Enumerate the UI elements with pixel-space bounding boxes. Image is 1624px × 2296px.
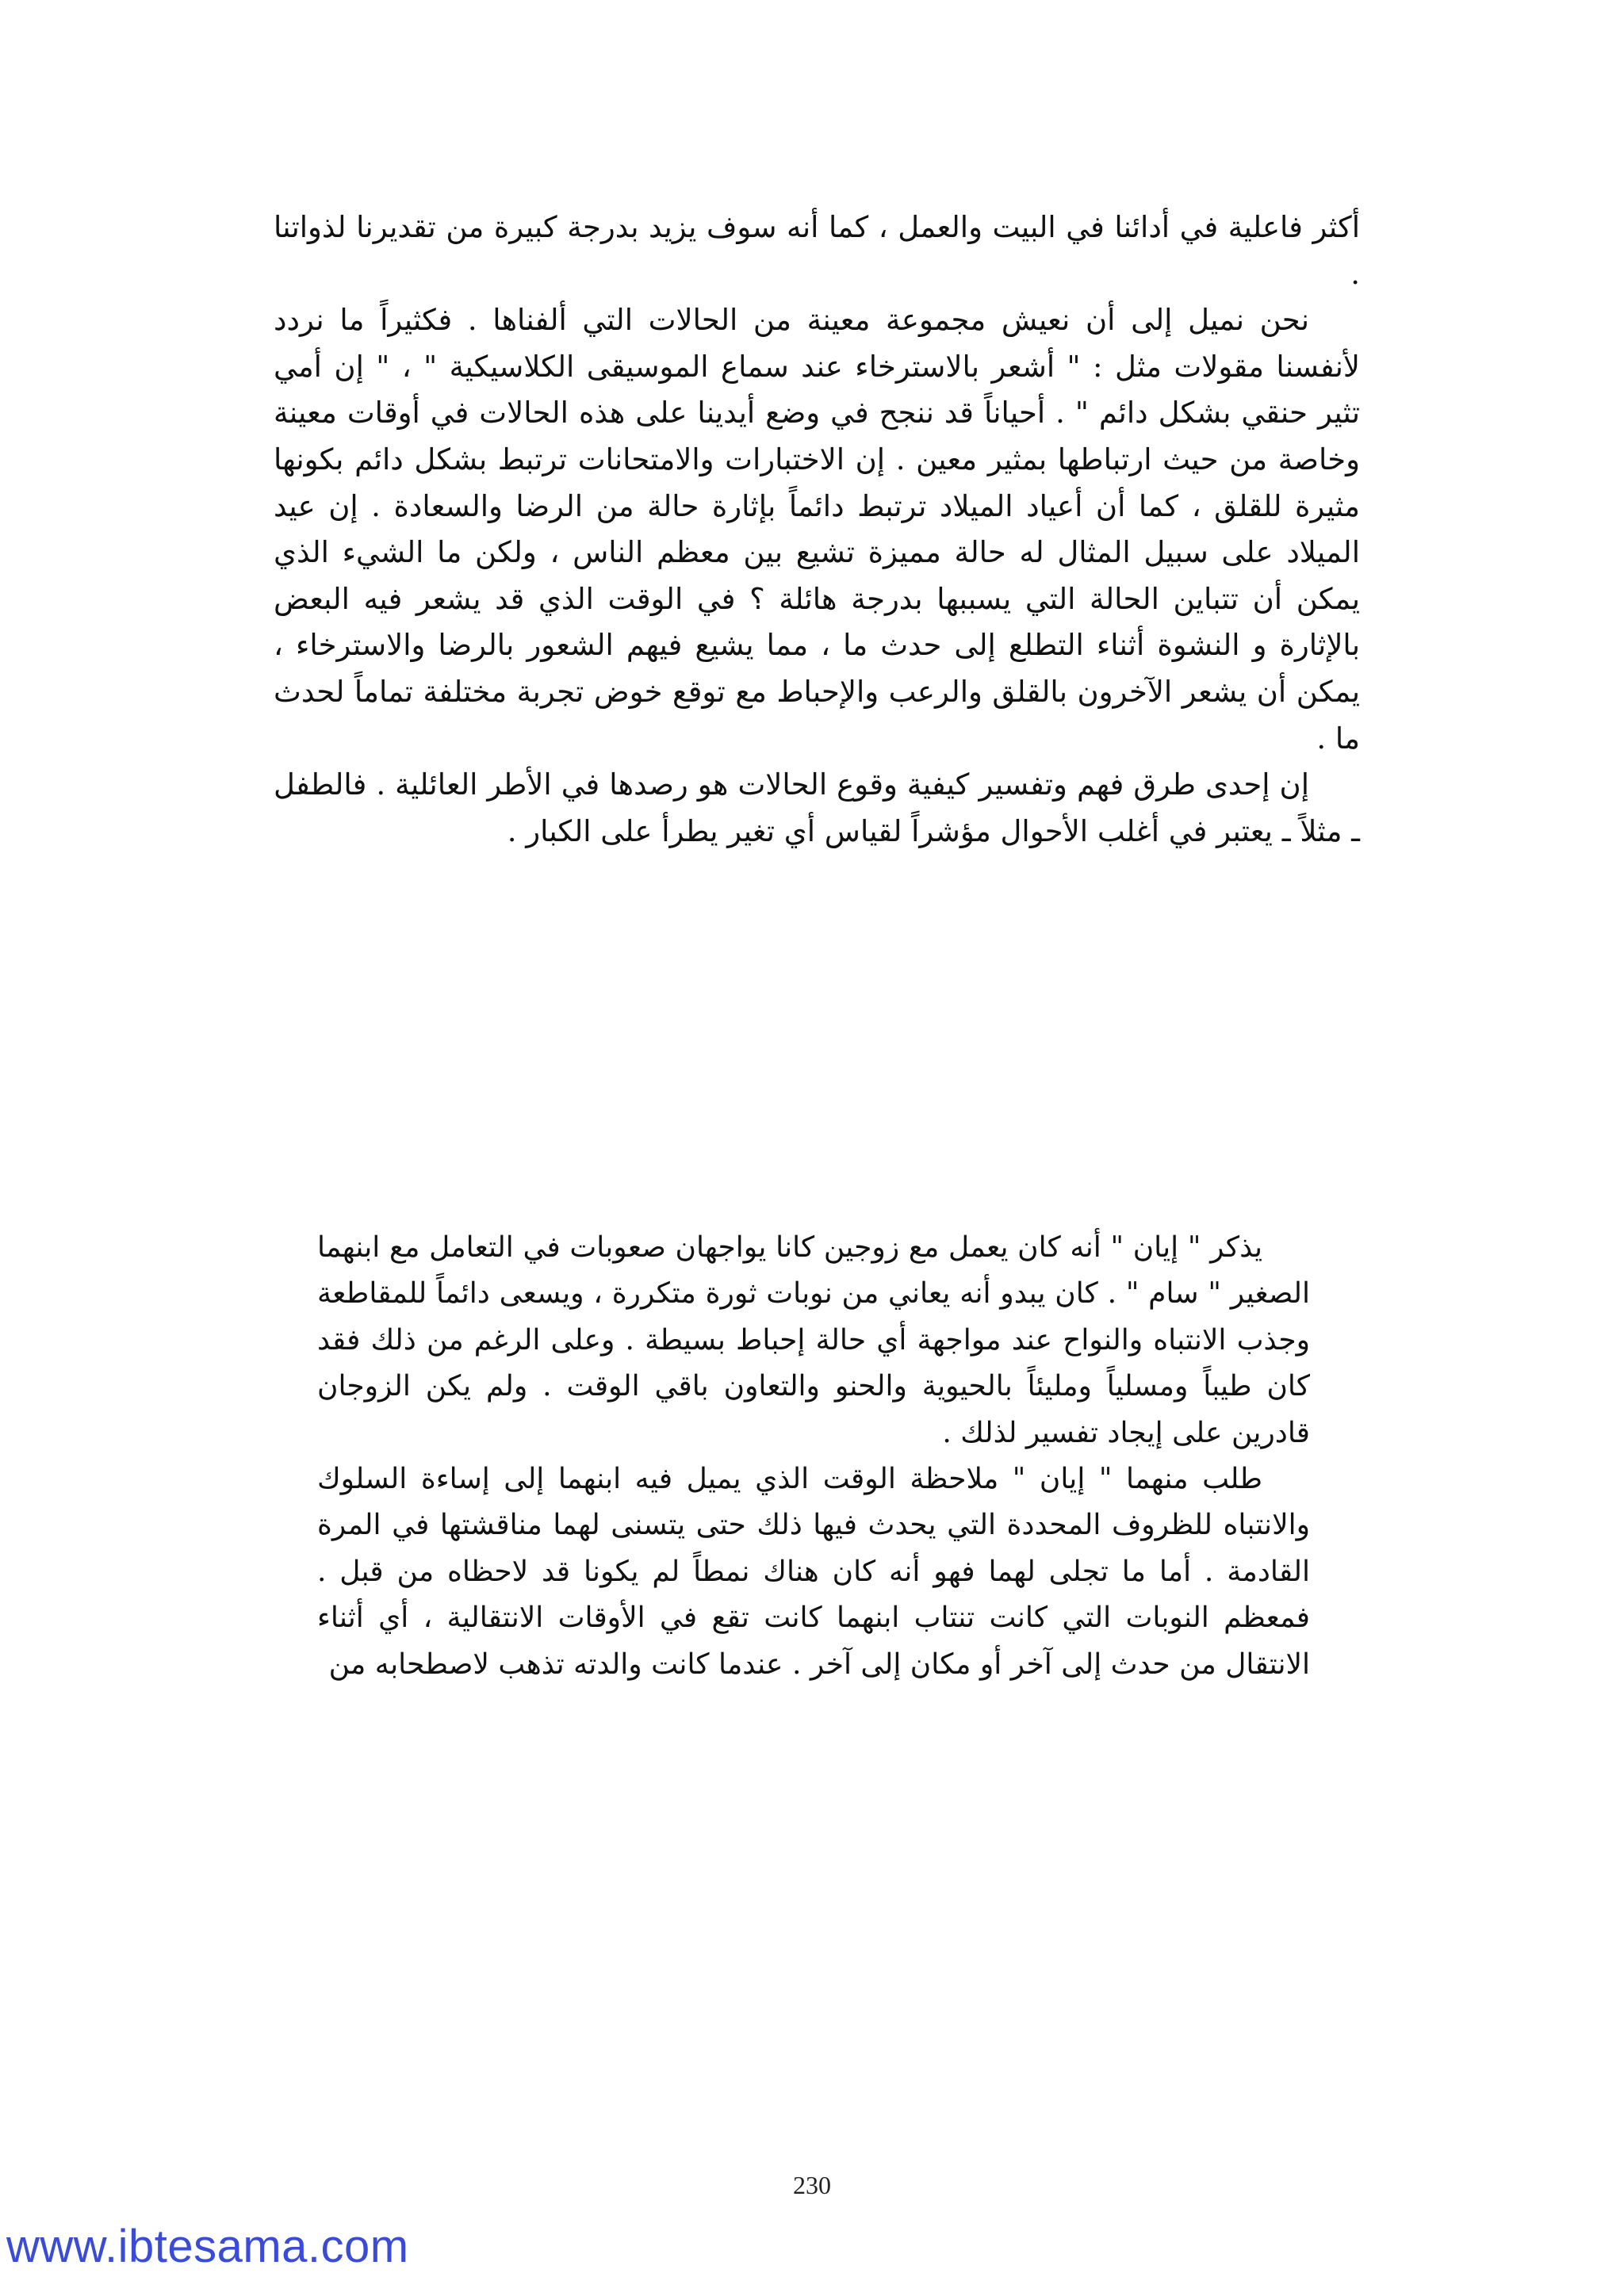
main-text-block	[274, 205, 1360, 855]
paragraph-states: نحن نميل إلى أن نعيش مجموعة معينة من الحالات التي ألفناها . فكثيراً ما نردد لأنفسنا مقولات مثل : " أشعر بالاسترخاء عند سماع الموسيقى الكلاسيكية " ، " إن أمي تثير حنقي بشكل دائم " . أحياناً قد ننجح في وضع أيدينا على هذه الحالات في أوقات معينة وخاصة من حيث ارتباطها بمثير معين . إن الاختبارات والامتحانات ترتبط بشكل دائم بكونها مثيرة للقلق ، كما أن أعياد الميلاد ترتبط دائماً بإثارة حالة من الرضا والسعادة . إن عيد الميلاد على سبيل المثال له حالة مميزة تشيع بين معظم الناس ، ولكن ما الشيء الذي يمكن أن تتباين الحالة التي يسببها بدرجة هائلة ؟ في الوقت الذي قد يشعر فيه البعض بالإثارة و النشوة أثناء التطلع إلى حدث ما ، مما يشيع فيهم الشعور بالرضا والاسترخاء ، يمكن أن يشعر الآخرون بالقلق والرعب والإحباط مع توقع خوض تجربة مختلفة تماماً لحدث ما .	[274, 303, 1360, 756]
paragraph-continuation: أكثر فاعلية في أدائنا في البيت والعمل ، كما أنه سوف يزيد بدرجة كبيرة من تقديرنا لذواتنا .	[274, 210, 1360, 291]
paragraph-family-frames: إن إحدى طرق فهم وتفسير كيفية وقوع الحالات هو رصدها في الأطر العائلية . فالطفل ـ مثلاً ـ يعتبر في أغلب الأحوال مؤشراً لقياس أي تغير يطرأ على الكبار .	[274, 767, 1360, 848]
watermark-url: www.ibtesama.com	[6, 2221, 409, 2272]
case-study-block	[317, 1225, 1310, 1688]
case-study-paragraph-2: طلب منهما " إيان " ملاحظة الوقت الذي يميل فيه ابنهما إلى إساءة السلوك والانتباه للظروف المحددة التي يحدث فيها ذلك حتى يتسنى لهما مناقشتها في المرة القادمة . أما ما تجلى لهما فهو أنه كان هناك نمطاً لم يكونا قد لاحظاه من قبل . فمعظم النوبات التي كانت تنتاب ابنهما كانت تقع في الأوقات الانتقالية ، أي أثناء الانتقال من حدث إلى آخر أو مكان إلى آخر . عندما كانت والدته تذهب لاصطحابه من	[317, 1463, 1310, 1681]
page-number: 230	[793, 2171, 831, 2199]
case-study-paragraph-1: يذكر " إيان " أنه كان يعمل مع زوجين كانا يواجهان صعوبات في التعامل مع ابنهما الصغير " سام " . كان يبدو أنه يعاني من نوبات ثورة متكررة ، ويسعى دائماً للمقاطعة وجذب الانتباه والنواح عند مواجهة أي حالة إحباط بسيطة . وعلى الرغم من ذلك فقد كان طيباً ومسلياً ومليئاً بالحيوية والحنو والتعاون باقي الوقت . ولم يكن الزوجان قادرين على إيجاد تفسير لذلك .	[317, 1231, 1310, 1449]
